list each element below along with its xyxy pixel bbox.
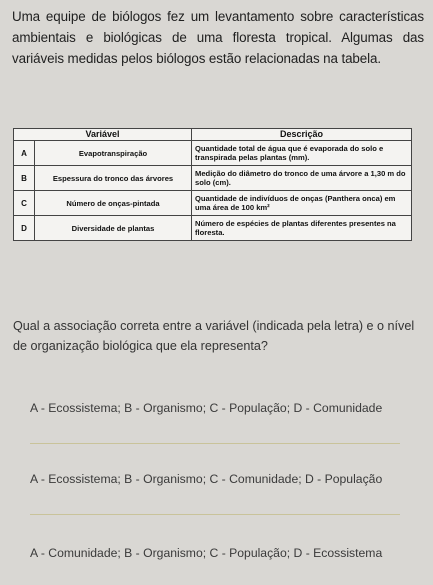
row-letter: B bbox=[14, 166, 35, 191]
option-divider bbox=[30, 514, 400, 515]
table-row bbox=[14, 191, 412, 216]
row-description: Medição do diâmetro do tronco de uma árvore a 1,30 m do solo (cm). bbox=[192, 166, 412, 191]
option-divider bbox=[30, 443, 400, 444]
row-variable: Número de onças-pintada bbox=[35, 191, 192, 216]
answer-option-3[interactable]: A - Comunidade; B - Organismo; C - População; D - Ecossistema bbox=[30, 546, 383, 560]
row-description: Quantidade de indivíduos de onças (Panthera onca) em uma área de 100 km² bbox=[192, 191, 412, 216]
row-variable: Espessura do tronco das árvores bbox=[35, 166, 192, 191]
row-variable: Diversidade de plantas bbox=[35, 216, 192, 241]
intro-paragraph: Uma equipe de biólogos fez um levantamento sobre características ambientais e biológicas de uma floresta tropical. Algumas das variáveis medidas pelos biólogos estão relacionadas na tabela. bbox=[12, 9, 424, 66]
row-variable: Evapotranspiração bbox=[35, 141, 192, 166]
header-variable: Variável bbox=[14, 129, 192, 141]
row-letter: A bbox=[14, 141, 35, 166]
header-description: Descrição bbox=[192, 129, 412, 141]
question-text: Qual a associação correta entre a variável (indicada pela letra) e o nível de organização biológica que ela representa? bbox=[13, 319, 415, 353]
row-letter: D bbox=[14, 216, 35, 241]
table-header-row bbox=[14, 129, 412, 141]
row-letter: C bbox=[14, 191, 35, 216]
answer-option-2[interactable]: A - Ecossistema; B - Organismo; C - Comunidade; D - População bbox=[30, 472, 383, 486]
row-description: Número de espécies de plantas diferentes presentes na floresta. bbox=[192, 216, 412, 241]
table-row bbox=[14, 216, 412, 241]
table-row bbox=[14, 166, 412, 191]
variables-table bbox=[13, 128, 412, 241]
answer-option-1[interactable]: A - Ecossistema; B - Organismo; C - População; D - Comunidade bbox=[30, 401, 383, 415]
row-description: Quantidade total de água que é evaporada do solo e transpirada pelas plantas (mm). bbox=[192, 141, 412, 166]
table-row bbox=[14, 141, 412, 166]
